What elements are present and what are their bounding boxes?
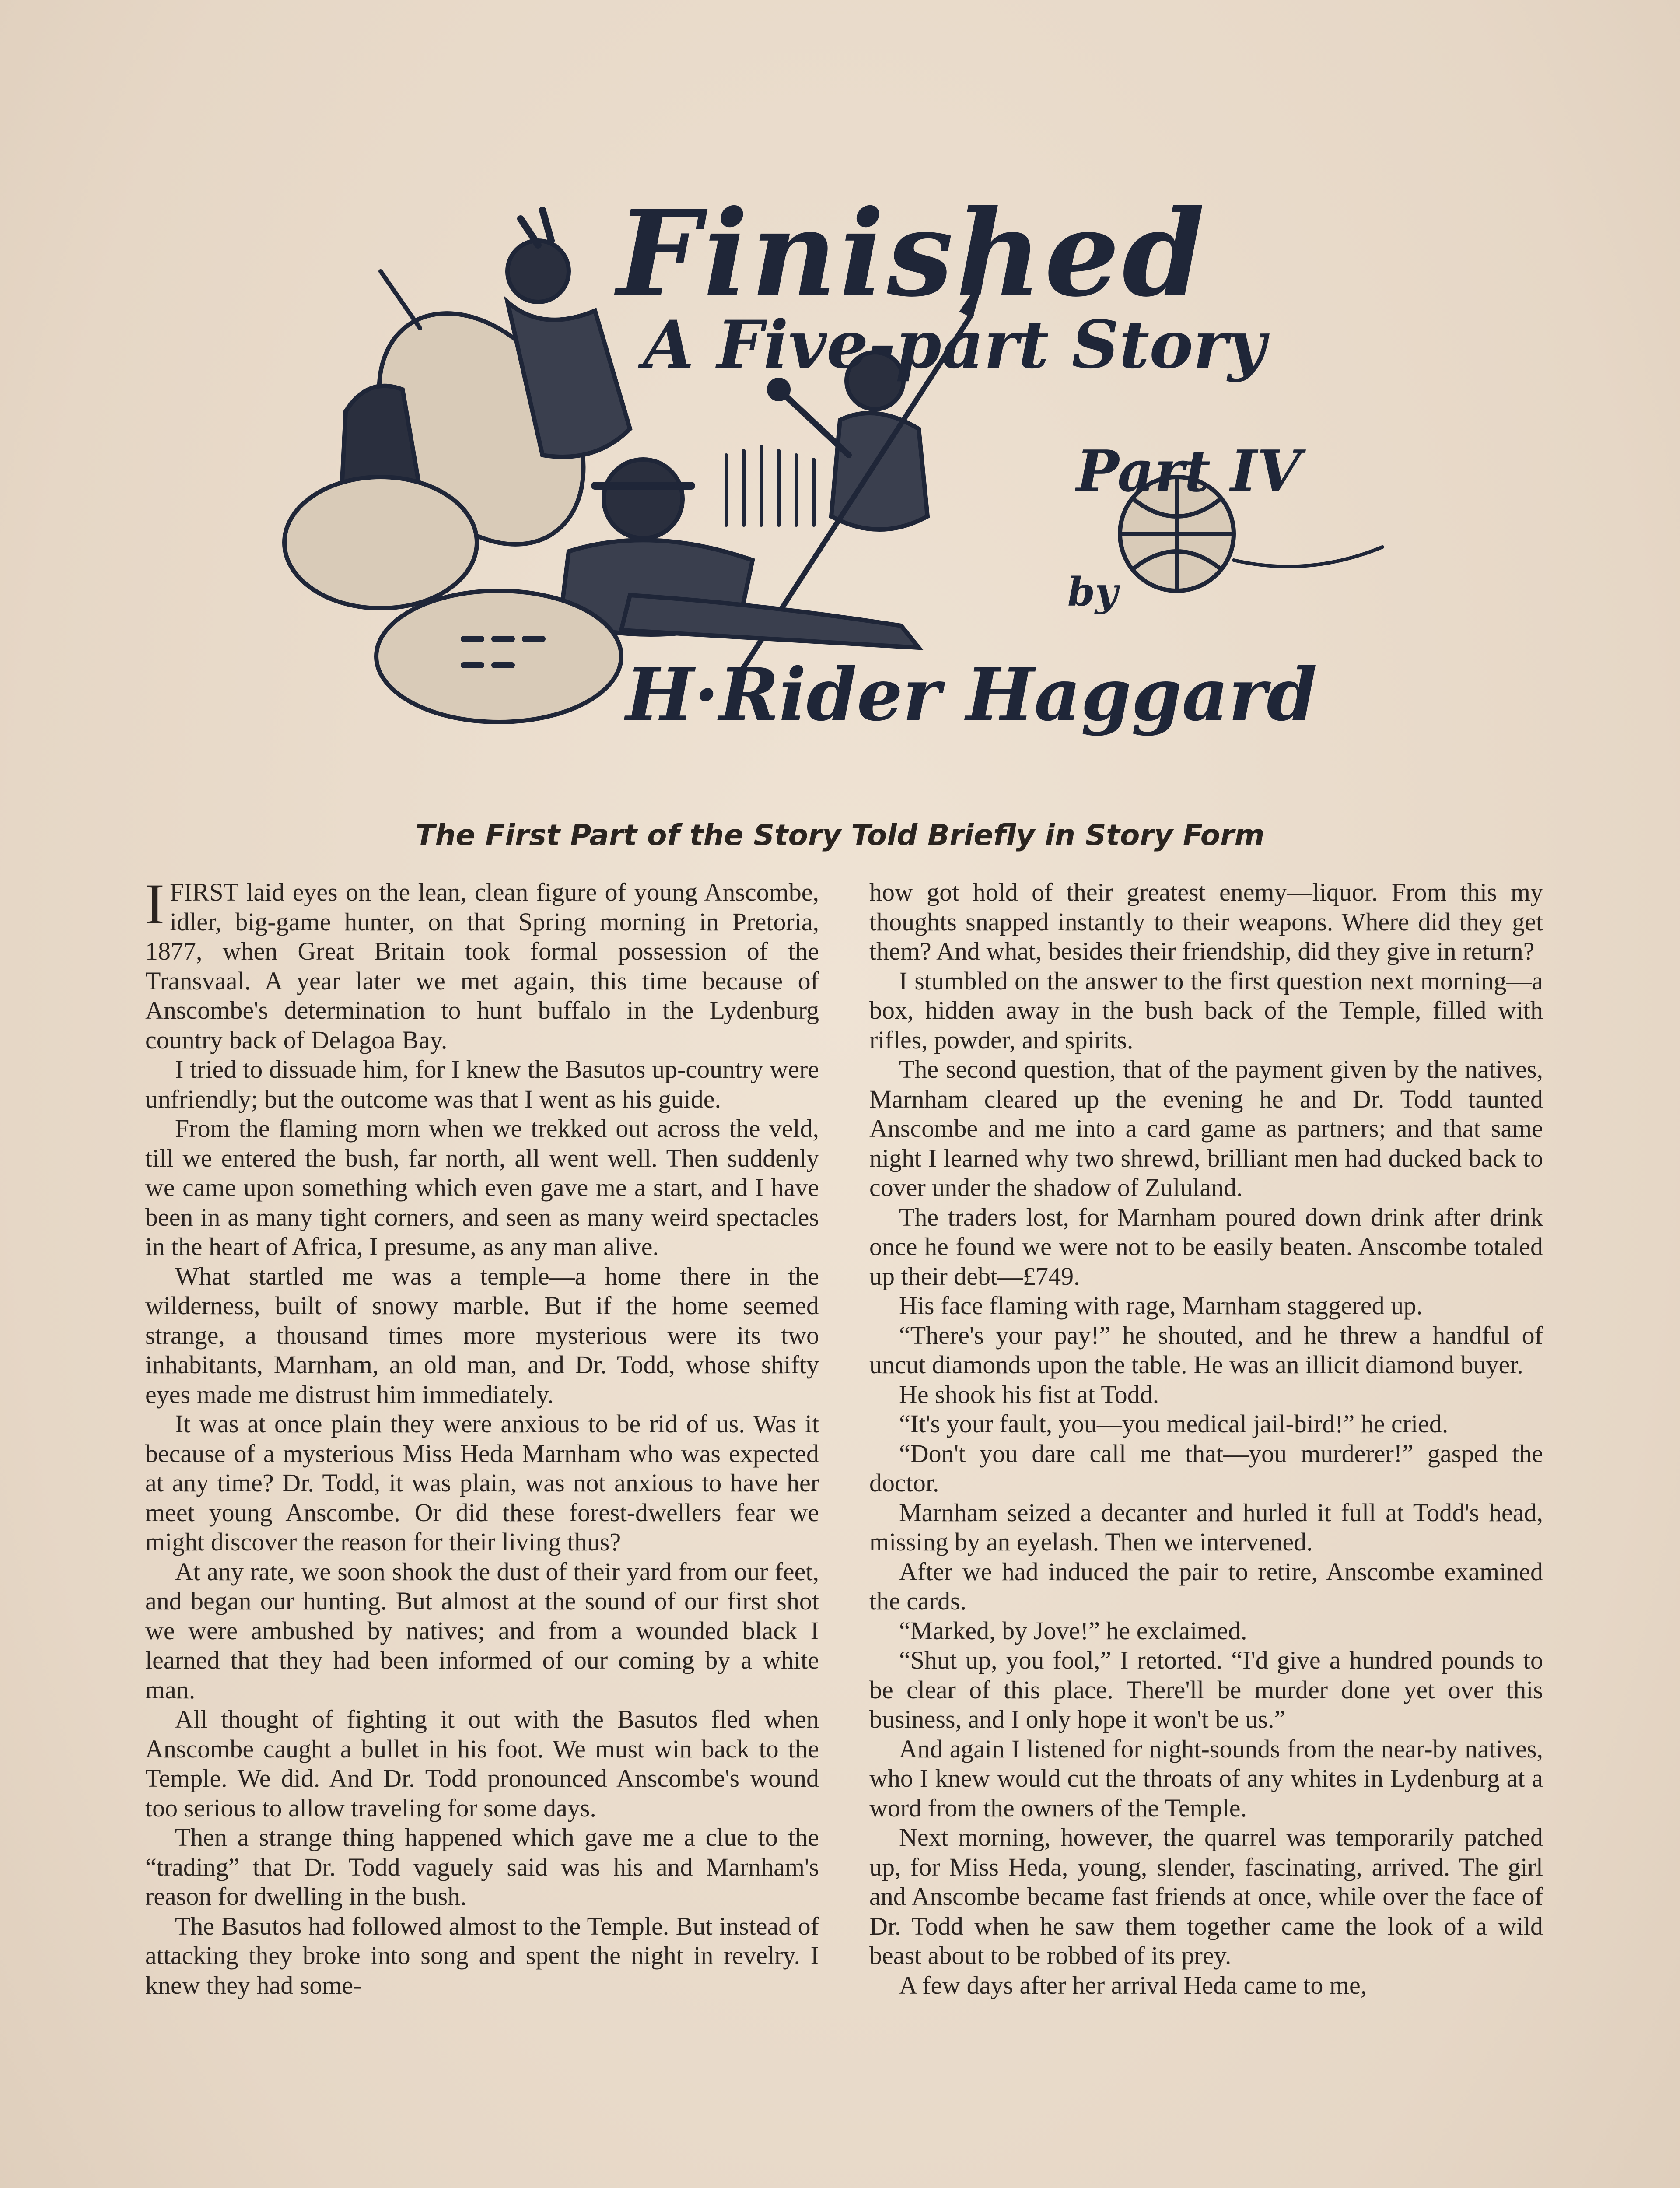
paragraph: I stumbled on the answer to the first question next morning—a box, hidden away in the bush back of the Temple, filled with rifles, powder, and spirits. xyxy=(869,966,1543,1054)
paragraph: “There's your pay!” he shouted, and he threw a handful of uncut diamonds upon the table. He was an illicit diamond buyer. xyxy=(869,1321,1543,1379)
paragraph: From the flaming morn when we trekked out across the veld, till we entered the bush, far north, all went well. Then suddenly we came upon something which even gave me a start, and I have been in as many tight corners, and seen as many weird spectacles in the heart of Africa, I presume, as any man alive. xyxy=(145,1114,819,1261)
paragraph: Then a strange thing happened which gave me a clue to the “trading” that Dr. Todd vaguely said was his and Marnham's reason for dwelling in the bush. xyxy=(145,1823,819,1911)
paragraph: The traders lost, for Marnham poured down drink after drink once he found we were not to be easily beaten. Anscombe totaled up their debt—£749. xyxy=(869,1203,1543,1290)
paragraph: I tried to dissuade him, for I knew the Basutos up-country were unfriendly; but the outcome was that I went as his guide. xyxy=(145,1055,819,1113)
paragraph: He shook his fist at Todd. xyxy=(899,1380,1159,1409)
part-label: Part IV xyxy=(1076,438,1301,505)
author-name: H·Rider Haggard xyxy=(626,652,1317,737)
paragraph: Next morning, however, the quarrel was temporarily patched up, for Miss Heda, young, slender, fascinating, arrived. The girl and Anscombe became fast friends at once, while over the face of Dr. Todd when he saw them together came the look of a wild beast about to be robbed of its prey. xyxy=(869,1823,1543,1970)
column-left xyxy=(145,877,819,2188)
paragraph: What startled me was a temple—a home there in the wilderness, built of snowy marble. But if the home seemed strange, a thousand times more mysterious were its two inhabitants, Marnham, an old man, and Dr. Todd, whose shifty eyes made me distrust him immediately. xyxy=(145,1262,819,1409)
drop-cap: I xyxy=(145,877,164,936)
paragraph: And again I listened for night-sounds from the near-by natives, who I knew would cut the throats of any whites in Lydenburg at a word from the owners of the Temple. xyxy=(869,1734,1543,1822)
paragraph-continuation: how got hold of their greatest enemy—liquor. From this my thoughts snapped instantly to their weapons. Where did they get them? And what, besides their friendship, did they give in return? xyxy=(869,878,1543,965)
paragraph: A few days after her arrival Heda came to me, xyxy=(899,1971,1367,1999)
paragraph: The second question, that of the payment given by the natives, Marnham cleared up the evening he and Dr. Todd taunted Anscombe and me into a card game as partners; and that same night I learned why two shrewd, brilliant men had ducked back to cover under the shadow of Zululand. xyxy=(869,1055,1543,1202)
paragraph: “Marked, by Jove!” he exclaimed. xyxy=(899,1616,1247,1645)
paragraph: “Shut up, you fool,” I retorted. “I'd give a hundred pounds to be clear of this place. There'll be murder done yet over this business, and I only hope it won't be us.” xyxy=(869,1646,1543,1733)
column-right xyxy=(869,877,1543,2188)
summary-heading: The First Part of the Story Told Briefly in Story Form xyxy=(415,818,1265,852)
story-title: Finished xyxy=(617,184,1208,323)
paragraph: The Basutos had followed almost to the Temple. But instead of attacking they broke into song and spent the night in revelry. I knew they had some- xyxy=(145,1911,819,1999)
paragraph: IFIRST laid eyes on the lean, clean figure of young Anscombe, idler, big-game hunter, on that Spring morning in Pretoria, 1877, when Great Britain took formal possession of the Transvaal. A year later we met again, this time because of Anscombe's determination to hunt buffalo in the Lydenburg country back of Delagoa Bay. xyxy=(145,877,819,1054)
paragraph: All thought of fighting it out with the Basutos fled when Anscombe caught a bullet in his foot. We must win back to the Temple. We did. And Dr. Todd pronounced Anscombe's wound too serious to allow traveling for some days. xyxy=(145,1705,819,1822)
paragraph: It was at once plain they were anxious to be rid of us. Was it because of a mysterious Miss Heda Marnham who was expected at any time? Dr. Todd, it was plain, was not anxious to have her meet young Anscombe. Or did these forest-dwellers fear we might discover the reason for their living thus? xyxy=(145,1410,819,1556)
byline-by: by xyxy=(1068,569,1118,615)
paragraph: At any rate, we soon shook the dust of their yard from our feet, and began our hunting. But almost at the sound of our first shot we were ambushed by natives; and from a wounded black I learned that they had been informed of our coming by a white man. xyxy=(145,1557,819,1704)
article-columns xyxy=(145,877,1543,2188)
paragraph: Marnham seized a decanter and hurled it full at Todd's head, missing by an eyelash. Then we intervened. xyxy=(869,1498,1543,1556)
paragraph: “Don't you dare call me that—you murderer!” gasped the doctor. xyxy=(869,1439,1543,1497)
paragraph: After we had induced the pair to retire, Anscombe examined the cards. xyxy=(869,1557,1543,1615)
story-subtitle: A Five-part Story xyxy=(643,306,1266,383)
paragraph: His face flaming with rage, Marnham staggered up. xyxy=(899,1291,1423,1320)
paragraph: “It's your fault, you—you medical jail-bird!” he cried. xyxy=(899,1410,1449,1438)
